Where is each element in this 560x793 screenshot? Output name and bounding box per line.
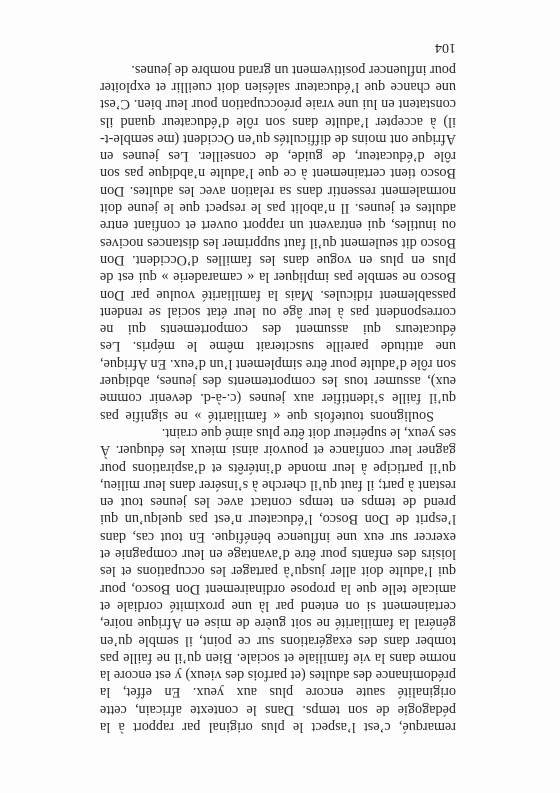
paragraph: remarqué, c’est l’aspect le plus original par rapport à la pédagogie de son temps. Dans le contexte africain, cette originalité saute encore plus aux yeux. En effet, la prédominance des adultes (et parfois des vieux) y est encore la norme dans la vie familiale et sociale. Bien qu’il ne faille pas tomber dans des exagérations sur ce point, il semble qu’en général la familiarité ne soit guère de mise en Afrique noire, certainement si on entend par là une proximité cordiale et amicale telle que la propose ordinairement Don Bosco, pour qui l’adulte doit aller jusqu’à partager les occupations et les loisirs des enfants pour être d’avantage en leur compagnie et exercer sur eux une influence bénéfique. En tout cas, dans l’esprit de Don Bosco, l’éducateur n’est pas quelqu’un qui prend de temps en temps contact avec les jeunes tout en restant à part; il faut qu’il cherche à s’insérer dans leur milieu, qu’il participe à leur monde d’intérêts et d’aspirations pour gagner leur confiance et pouvoir ainsi mieux les éduquer. À ses yeux, le supérieur doit être plus aimé que craint. — [100, 424, 456, 735]
page-number: 104 — [435, 40, 456, 55]
body-text — [100, 60, 456, 735]
paragraph: Soulignons toutefois que « familiarité » ne signifie pas qu’il faille s’identifier aux jeunes (c.-à-d. devenir comme eux), assumer tous les comportements des jeunes, abdiquer son rôle d’adulte pour être simplement l’un d’eux. En Afrique, une attitude pareille susciterait même le mépris. Les éducateurs qui assument des comportements qui ne correspondent pas à leur âge ou leur état social se rendent passablement ridicules. Mais la familiarité voulue par Don Bosco ne semble pas impliquer la « camaraderie » qui est de plus en plus en vogue dans les familles d’Occident. Don Bosco dit seulement qu’il faut supprimer les distances nocives ou inutiles, qui entravent un rapport ouvert et confiant entre adultes et jeunes. Il n’abolit pas le respect que le jeune doit normalement ressentir dans sa relation avec les adultes. Don Bosco tient certainement à ce que l’adulte n’abdique pas son rôle d’éducateur, de guide, de conseiller. Les jeunes en Afrique ont moins de difficultés qu’en Occident (me semble-t-il) à accepter l’adulte dans son rôle d’éducateur quand ils constatent en lui une vraie préoccupation pour leur bien. C’est une chance que l’éducateur salésien doit cueillir et exploiter pour influencer positivement un grand nombre de jeunes. — [100, 61, 456, 424]
